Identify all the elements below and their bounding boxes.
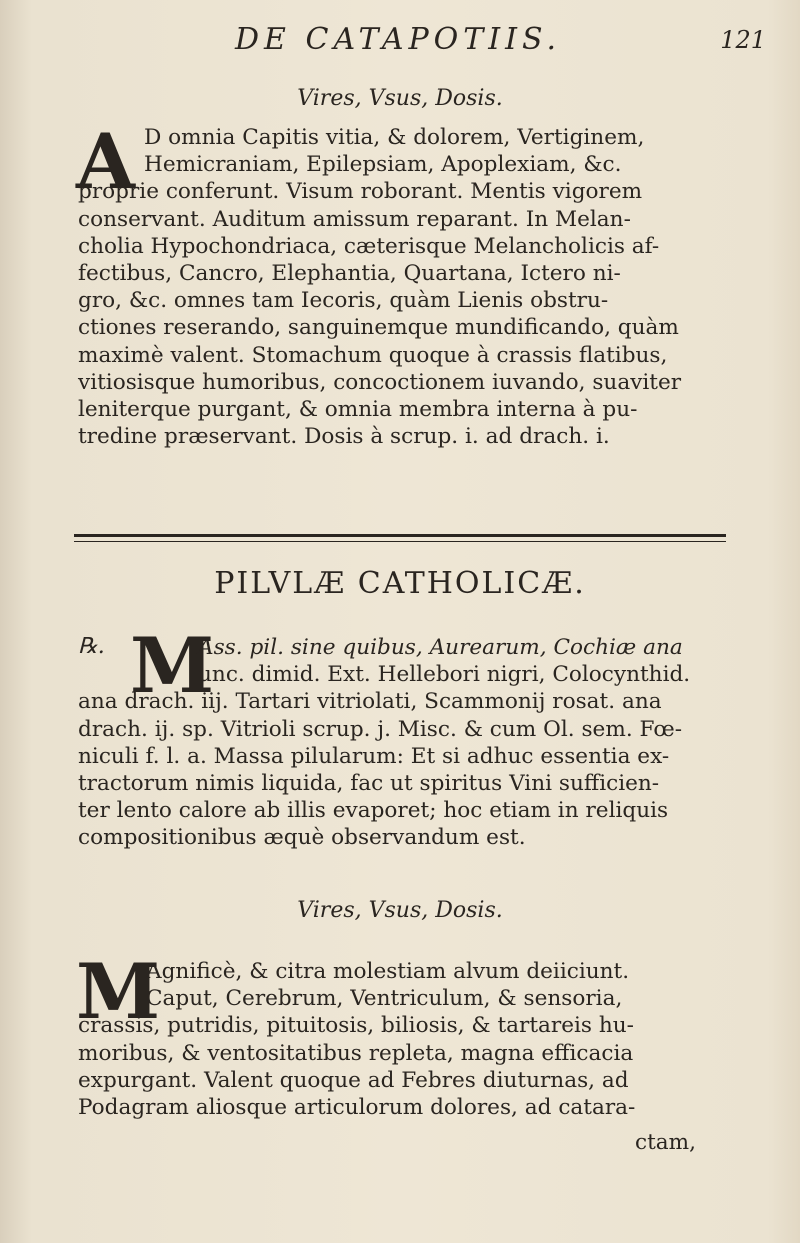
text-line: Agnificè, & citra molestiam alvum deiiciunt.	[146, 959, 630, 984]
text-line: D omnia Capitis vitia, & dolorem, Vertiginem,	[144, 125, 645, 150]
text-line: fectibus, Cancro, Elephantia, Quartana, Ictero ni-	[78, 260, 621, 286]
section2-title: PILVLÆ CATHOLICÆ.	[214, 566, 586, 601]
text-line: crassis, putridis, pituitosis, biliosis, & tartareis hu-	[78, 1013, 634, 1039]
section3-subhead: Vires, Vsus, Dosis.	[297, 898, 503, 923]
section1-subhead: Vires, Vsus, Dosis.	[297, 86, 503, 111]
text-line: ter lento calore ab illis evaporet; hoc etiam in reliquis	[78, 798, 669, 824]
text-line: niculi f. l. a. Massa pilularum: Et si adhuc essentia ex-	[78, 743, 670, 769]
running-head	[0, 18, 800, 58]
text-line: conservant. Auditum amissum reparant. In Melan-	[78, 206, 631, 232]
running-title: DE CATAPOTIIS.	[235, 22, 562, 57]
text-line: moribus, & ventositatibus repleta, magna efficacia	[78, 1040, 634, 1066]
section2-dropcap: M	[130, 621, 215, 710]
text-line: tractorum nimis liquida, fac ut spiritus Vini sufficien-	[78, 770, 660, 796]
text-line: Hemicraniam, Epilepsiam, Apoplexiam, &c.	[144, 152, 622, 178]
text-line: Ass. pil. sine quibus, Aurearum, Cochiæ ana	[198, 635, 683, 660]
text-line: compositionibus æquè observandum est.	[78, 825, 526, 851]
text-line: proprie conferunt. Visum roborant. Mentis vigorem	[78, 179, 643, 205]
recipe-symbol: ℞.	[78, 634, 105, 659]
section1-dropcap: A	[76, 117, 135, 206]
text-line: drach. ij. sp. Vitrioli scrup. j. Misc. & cum Ol. sem. Fœ-	[78, 716, 682, 742]
text-line: tredine præservant. Dosis à scrup. i. ad drach. i.	[78, 424, 610, 450]
section-divider-thin	[74, 541, 726, 542]
section2-paragraph	[78, 634, 738, 852]
text-line: cholia Hypochondriaca, cæterisque Melancholicis af-	[78, 233, 660, 259]
text-line: vitiosisque humoribus, concoctionem iuvando, suaviter	[78, 369, 682, 395]
text-line: maximè valent. Stomachum quoque à crassis flatibus,	[78, 342, 668, 368]
text-line: gro, &c. omnes tam Iecoris, quàm Lienis obstru-	[78, 288, 609, 314]
text-line: ctiones reserando, sanguinemque mundificando, quàm	[78, 315, 679, 341]
section3-paragraph	[78, 958, 738, 1121]
section1-paragraph	[76, 117, 738, 450]
text-line: unc. dimid. Ext. Hellebori nigri, Colocynthid.	[198, 662, 691, 688]
section3-dropcap: M	[76, 947, 161, 1036]
text-line: Podagram aliosque articulorum dolores, ad catara-	[78, 1094, 636, 1120]
text-line: leniterque purgant, & omnia membra interna à pu-	[78, 396, 638, 422]
text-line: expurgant. Valent quoque ad Febres diuturnas, ad	[78, 1067, 629, 1093]
text-line: Caput, Cerebrum, Ventriculum, & sensoria,	[146, 986, 623, 1012]
section-divider	[74, 534, 726, 537]
text-line: ana drach. iij. Tartari vitriolati, Scammonij rosat. ana	[78, 689, 662, 715]
catchword: ctam,	[635, 1130, 696, 1155]
page-number: 121	[720, 26, 766, 54]
